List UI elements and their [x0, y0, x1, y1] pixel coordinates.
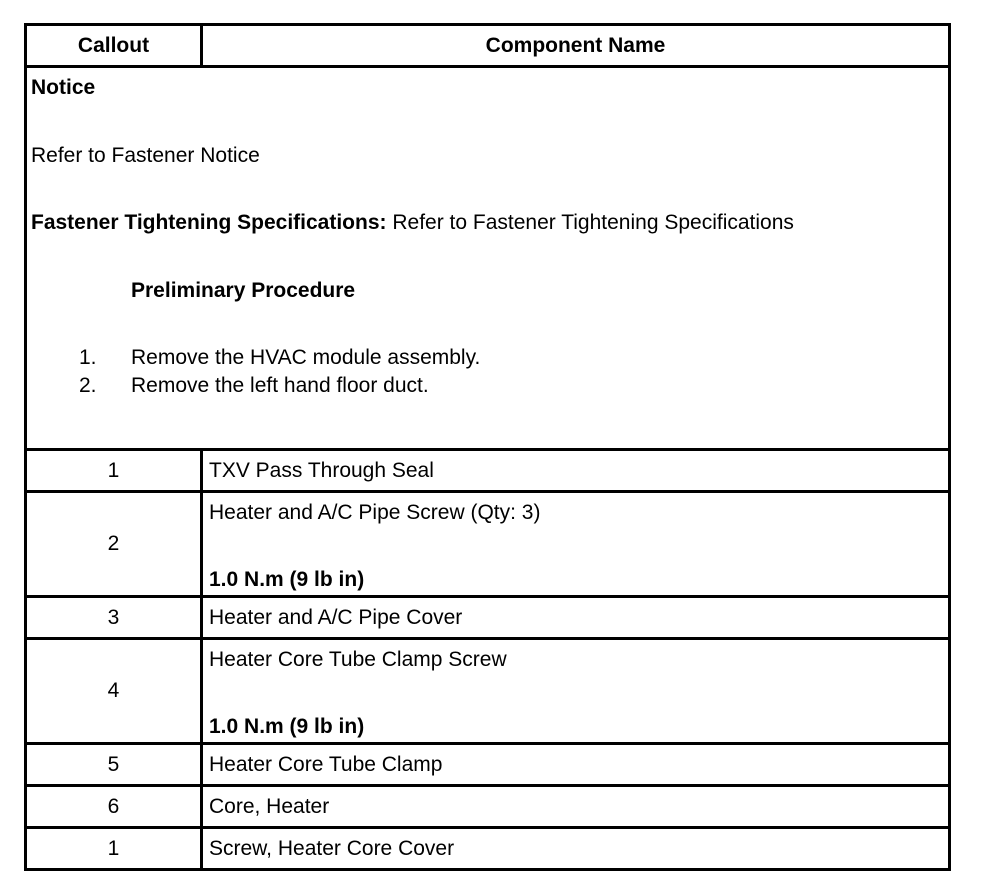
callout-cell: 6 [26, 786, 202, 828]
notice-title: Notice [31, 76, 96, 99]
component-name-cell: Heater Core Tube Clamp [202, 744, 950, 786]
table-row [26, 744, 950, 786]
component-name-cell: Screw, Heater Core Cover [202, 828, 950, 870]
callout-cell: 1 [26, 450, 202, 492]
component-name-cell: TXV Pass Through Seal [202, 450, 950, 492]
component-name-cell: Heater and A/C Pipe Cover [202, 597, 950, 639]
notice-row [26, 67, 950, 450]
tightening-spec-line [31, 211, 794, 235]
table-row [26, 828, 950, 870]
header-row [26, 25, 950, 67]
callout-cell: 3 [26, 597, 202, 639]
callout-cell: 5 [26, 744, 202, 786]
notice-cell [26, 67, 950, 450]
table-row [26, 786, 950, 828]
table-row [26, 639, 950, 744]
callout-cell: 1 [26, 828, 202, 870]
table-row [26, 597, 950, 639]
component-name: Heater Core Tube Clamp Screw [209, 648, 507, 671]
fastener-notice-reference: Refer to Fastener Notice [31, 144, 260, 167]
table-row [26, 450, 950, 492]
component-name: Heater and A/C Pipe Screw (Qty: 3) [209, 501, 541, 524]
component-name-cell [202, 639, 950, 744]
component-name-cell [202, 492, 950, 597]
step-text: Remove the left hand floor duct. [131, 374, 429, 397]
component-name-header: Component Name [202, 25, 950, 67]
step-number: 1. [79, 346, 97, 369]
component-name-cell: Core, Heater [202, 786, 950, 828]
callout-cell: 2 [26, 492, 202, 597]
component-table [24, 23, 951, 871]
torque-spec: 1.0 N.m (9 lb in) [209, 568, 365, 591]
table-row [26, 492, 950, 597]
step-text: Remove the HVAC module assembly. [131, 346, 481, 369]
preliminary-procedure-title: Preliminary Procedure [131, 279, 356, 302]
step-number: 2. [79, 374, 97, 397]
torque-spec: 1.0 N.m (9 lb in) [209, 715, 365, 738]
callout-header: Callout [26, 25, 202, 67]
tightening-spec-label: Fastener Tightening Specifications: [31, 211, 387, 234]
tightening-spec-text: Refer to Fastener Tightening Specifications [386, 211, 794, 234]
callout-cell: 4 [26, 639, 202, 744]
